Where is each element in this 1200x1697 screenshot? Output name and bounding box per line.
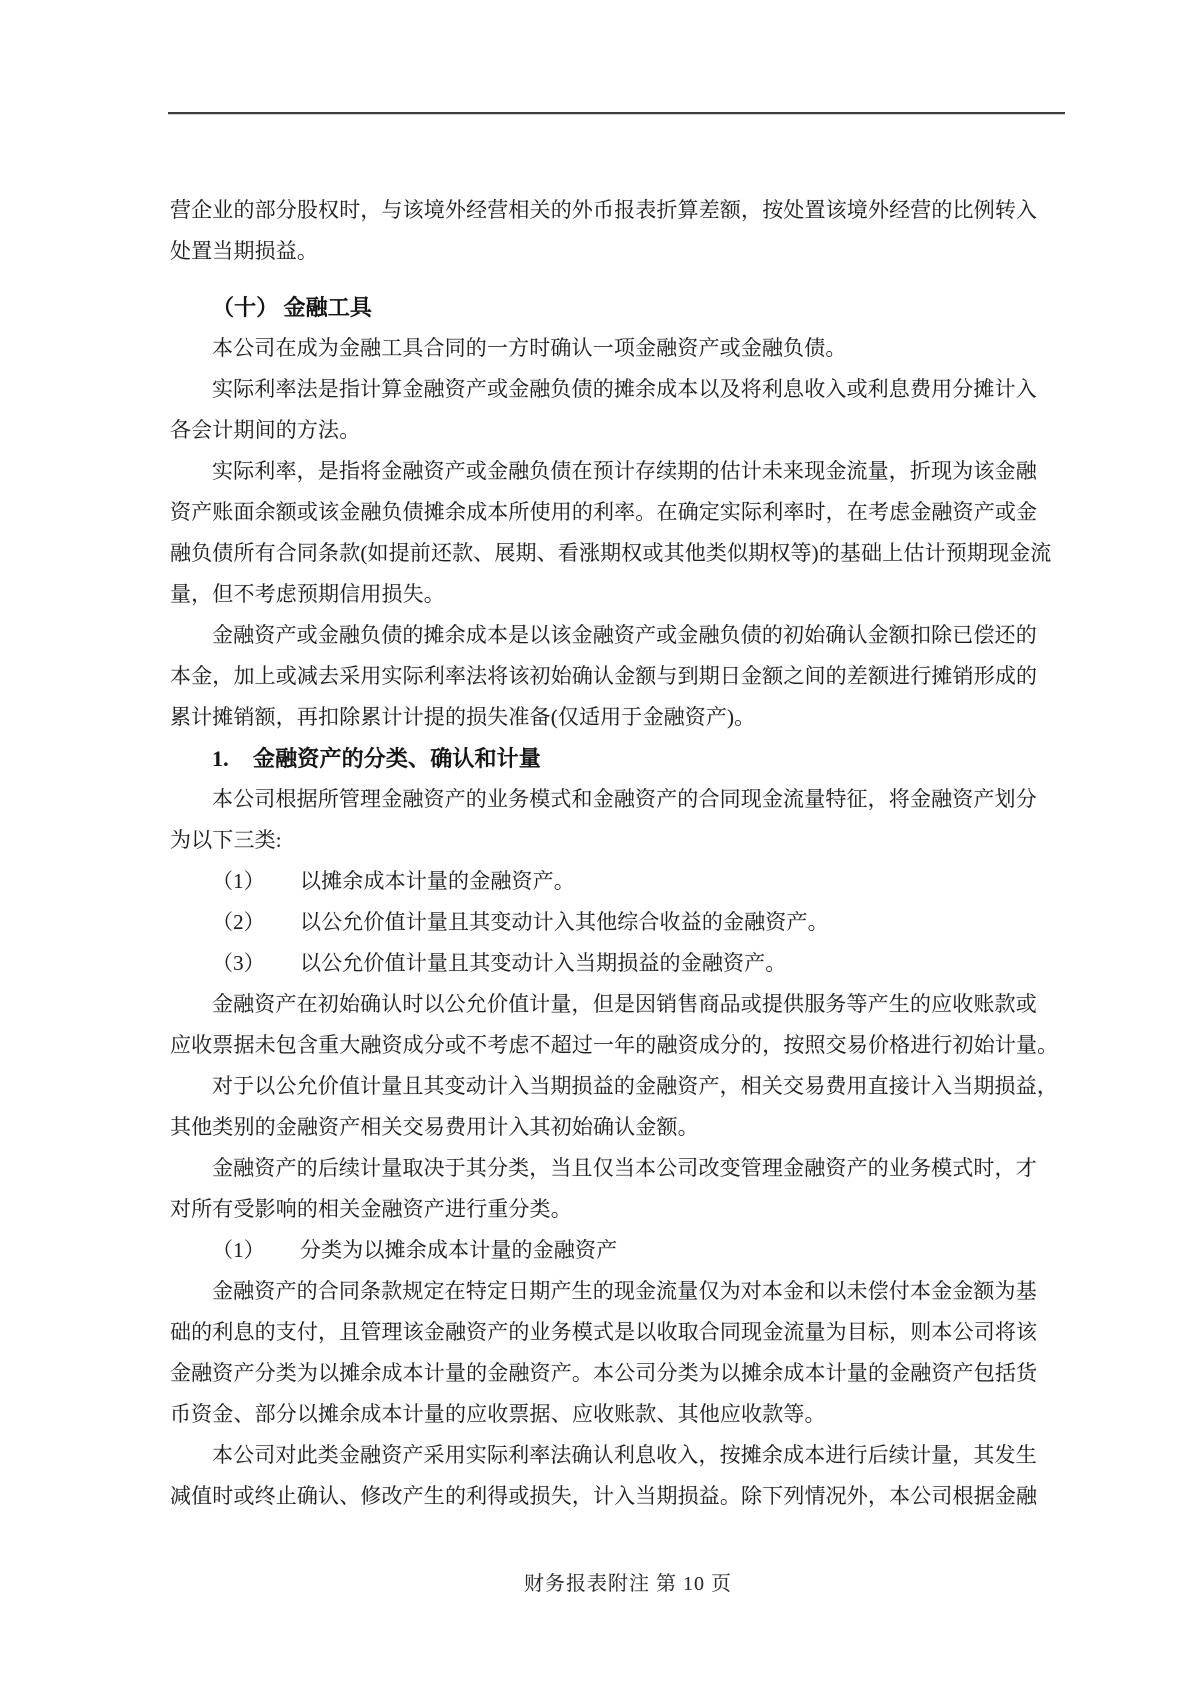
line-marker: （2）	[212, 910, 265, 934]
text-line: 础的利息的支付，且管理该金融资产的业务模式是以收取合同现金流量为目标，则本公司将该	[170, 1320, 1038, 1344]
footer-text: 财务报表附注 第 10 页	[524, 1573, 732, 1595]
line-text: 以公允价值计量且其变动计入当期损益的金融资产。	[300, 951, 787, 975]
text-line: 金融资产或金融负债的摊余成本是以该金融资产或金融负债的初始确认金额扣除已偿还的	[212, 623, 1037, 647]
list-item	[170, 1230, 1060, 1271]
line-text: 金融工具	[283, 295, 373, 320]
line-marker: 1.	[212, 746, 229, 771]
text-line: 实际利率，是指将金融资产或金融负债在预计存续期的估计未来现金流量，折现为该金融	[212, 459, 1037, 483]
text-line: 营企业的部分股权时，与该境外经营相关的外币报表折算差额，按处置该境外经营的比例转入	[170, 198, 1038, 222]
document-body	[170, 190, 1060, 1517]
text-line: 各会计期间的方法。	[170, 418, 361, 442]
text-line: 融负债所有合同条款(如提前还款、展期、看涨期权或其他类似期权等)的基础上估计预期现金流	[170, 541, 1052, 565]
text-line: 本公司根据所管理金融资产的业务模式和金融资产的合同现金流量特征，将金融资产划分	[212, 787, 1037, 811]
text-line: 累计摊销额，再扣除累计计提的损失准备(仅适用于金融资产)。	[170, 705, 756, 729]
line-marker: （十）	[212, 295, 279, 320]
section-heading	[170, 287, 1060, 328]
list-item	[170, 902, 1060, 943]
text-line: 金融资产在初始确认时以公允价值计量，但是因销售商品或提供服务等产生的应收账款或	[212, 992, 1037, 1016]
line-marker: （1）	[212, 869, 265, 893]
text-line: 资产账面余额或该金融负债摊余成本所使用的利率。在确定实际利率时，在考虑金融资产或金	[170, 500, 1038, 524]
list-item	[170, 861, 1060, 902]
text-line: 减值时或终止确认、修改产生的利得或损失，计入当期损益。除下列情况外，本公司根据金融	[170, 1484, 1038, 1508]
line-marker: （1）	[212, 1238, 265, 1262]
text-line: 实际利率法是指计算金融资产或金融负债的摊余成本以及将利息收入或利息费用分摊计入	[212, 377, 1037, 401]
text-line: 处置当期损益。	[170, 239, 319, 263]
text-line: 应收票据未包含重大融资成分或不考虑不超过一年的融资成分的，按照交易价格进行初始计量。	[170, 1033, 1059, 1057]
text-line: 币资金、部分以摊余成本计量的应收票据、应收账款、其他应收款等。	[170, 1402, 826, 1426]
line-text: 以公允价值计量且其变动计入其他综合收益的金融资产。	[300, 910, 829, 934]
text-line: 为以下三类:	[170, 828, 282, 852]
text-line: 金融资产的合同条款规定在特定日期产生的现金流量仅为对本金和以未偿付本金金额为基	[212, 1279, 1037, 1303]
page-footer	[0, 1571, 1200, 1597]
text-line: 金融资产的后续计量取决于其分类，当且仅当本公司改变管理金融资产的业务模式时，才	[212, 1156, 1037, 1180]
subsection-heading	[170, 738, 1060, 779]
list-item	[170, 943, 1060, 984]
text-line: 金融资产分类为以摊余成本计量的金融资产。本公司分类为以摊余成本计量的金融资产包括货	[170, 1361, 1038, 1385]
line-text: 以摊余成本计量的金融资产。	[300, 869, 575, 893]
line-text: 分类为以摊余成本计量的金融资产	[300, 1238, 618, 1262]
text-line: 本金，加上或减去采用实际利率法将该初始确认金额与到期日金额之间的差额进行摊销形成的	[170, 664, 1038, 688]
text-line: 其他类别的金融资产相关交易费用计入其初始确认金额。	[170, 1115, 699, 1139]
text-line: 对于以公允价值计量且其变动计入当期损益的金融资产，相关交易费用直接计入当期损益，	[212, 1074, 1058, 1098]
line-marker: （3）	[212, 951, 265, 975]
header-rule	[168, 112, 1065, 114]
line-text: 金融资产的分类、确认和计量	[253, 746, 541, 771]
text-line: 对所有受影响的相关金融资产进行重分类。	[170, 1197, 572, 1221]
text-line: 量，但不考虑预期信用损失。	[170, 582, 445, 606]
text-line: 本公司在成为金融工具合同的一方时确认一项金融资产或金融负债。	[212, 336, 847, 360]
text-line: 本公司对此类金融资产采用实际利率法确认利息收入，按摊余成本进行后续计量，其发生	[212, 1443, 1037, 1467]
